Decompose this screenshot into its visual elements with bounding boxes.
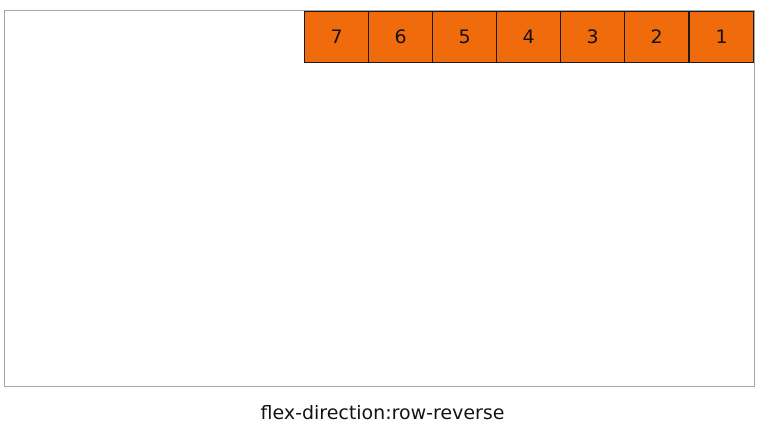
flex-item-5: 5 bbox=[432, 11, 497, 63]
flex-container bbox=[4, 10, 755, 387]
flex-item-1: 1 bbox=[689, 11, 754, 63]
flex-item-6: 6 bbox=[368, 11, 433, 63]
flex-item-2: 2 bbox=[624, 11, 689, 63]
flex-item-7: 7 bbox=[304, 11, 369, 63]
flex-item-3: 3 bbox=[560, 11, 625, 63]
caption-text: flex-direction:row-reverse bbox=[260, 402, 505, 424]
flex-item-4: 4 bbox=[496, 11, 561, 63]
